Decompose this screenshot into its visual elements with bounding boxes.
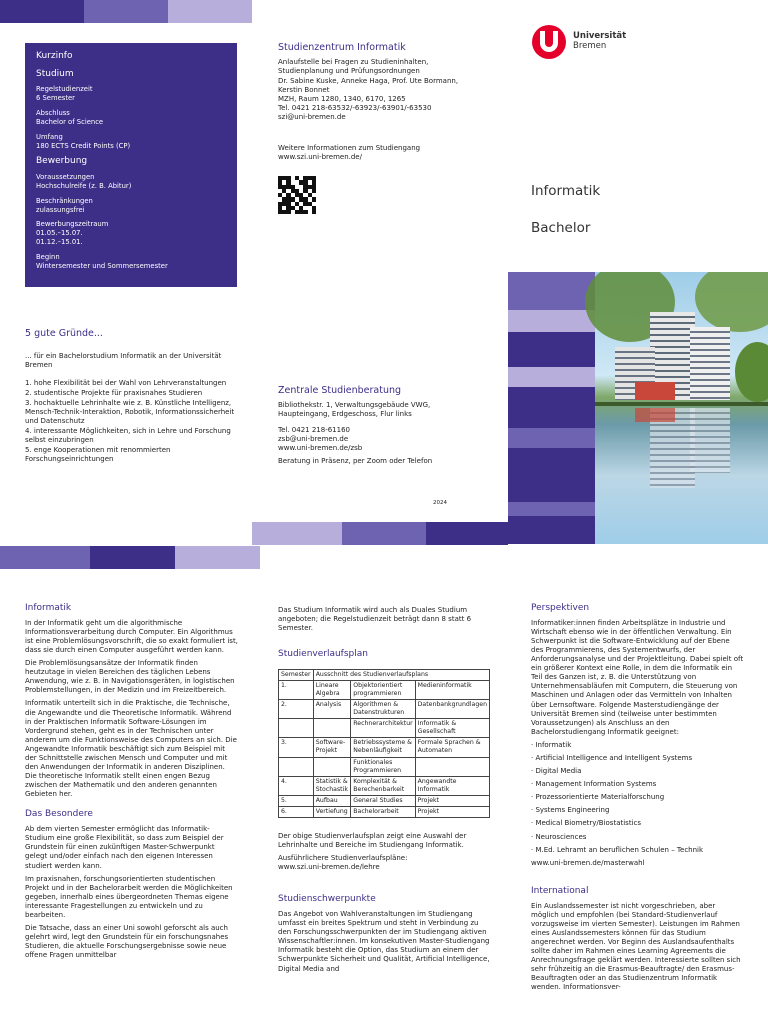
table-header-cell: Ausschnitt des Studienverlaufsplans (313, 669, 489, 680)
informatik-section (25, 603, 238, 964)
studienverlaufsplan-title: Studienverlaufsplan (278, 649, 368, 660)
studienverlaufsplan-note: Der obige Studienverlaufsplan zeigt eine Auswahl der Lehrinhalte und Bereiche im Studiengang Informatik. (278, 831, 467, 849)
stripe (508, 367, 595, 387)
mid-bar-1 (252, 522, 342, 545)
list-item: · Digital Media (531, 767, 582, 776)
umfang: Umfang 180 ECTS Credit Points (CP) (36, 132, 131, 150)
zsb-title: Zentrale Studienberatung (278, 385, 402, 396)
studienverlaufsplan-link[interactable]: Ausführlichere Studienverlaufspläne: www.szi.uni-bremen.de/lehre (278, 854, 408, 872)
table-row: 5. Aufbau General Studies Projekt (279, 795, 490, 806)
table-row: 4. Statistik & Stochastik Komplexität & Berechenbarkeit Angewandte Informatik (279, 776, 490, 795)
stripe (508, 272, 595, 310)
cover-subtitle: Bachelor (531, 220, 591, 236)
perspektiven-title: Perspektiven (531, 603, 590, 613)
list-item: 5. enge Kooperationen mit renommierten Forschungseinrichtungen (25, 446, 171, 464)
logo-line-1: Universität (573, 31, 627, 42)
page2-bar-2 (90, 546, 175, 569)
gruende-title: 5 gute Gründe... (25, 328, 103, 339)
zsb-text: Bibliothekstr. 1, Verwaltungsgebäude VWG, Haupteingang, Erdgeschoss, Flur links (278, 401, 431, 419)
logo-line-2: Bremen (573, 41, 607, 51)
building-photo (595, 272, 768, 544)
szi-weitere: Weitere Informationen zum Studiengang www.szi.uni-bremen.de/ (278, 144, 421, 162)
perspektiven-section (531, 603, 744, 996)
studienverlaufsplan-table (278, 669, 490, 818)
informatik-p1: In der Informatik geht um die algorithmische Informationsverarbeitung durch Computer. Ein Algorithmus ist eine Problemlösungsvorschrift, die so exakt formuliert ist, dass sie durch einen Computer ausgeführt werden kann. (25, 618, 238, 654)
szi-title: Studienzentrum Informatik (278, 42, 406, 53)
list-item: · M.Ed. Lehramt an beruflichen Schulen – Technik (531, 845, 704, 854)
list-item: · Systems Engineering (531, 806, 610, 815)
uni-bremen-logo (531, 24, 626, 60)
besondere-p2: Im praxisnahen, forschungsorientierten studentischen Projekt und in der Bachelorarbeit werden die Möglichkeiten gegeben, innerhalb eines übergeordneten Themas eigene interessante Fragestellungen zu entwickeln und zu bearbeiten. (25, 874, 233, 919)
table-header-cell: Semester (279, 669, 314, 680)
informatik-title: Informatik (25, 603, 72, 613)
page2-bar-3 (175, 546, 260, 569)
list-item: 4. interessante Möglichkeiten, sich in Lehre und Forschung selbst einzubringen (25, 427, 231, 445)
cover-title: Informatik (531, 183, 601, 199)
table-row: 1. Lineare Algebra Objektorientiert programmieren Medieninformatik (279, 681, 490, 700)
table-row: 3. Software-Projekt Betriebssysteme & Nebenläufigkeit Formale Sprachen & Automaten (279, 738, 490, 757)
table-row: 6. Vertiefung Bachelorarbeit Projekt (279, 806, 490, 817)
szi-section (278, 42, 478, 214)
list-item: · Prozessorientierte Materialforschung (531, 793, 665, 802)
top-bar-3 (168, 0, 252, 23)
list-item: 2. studentische Projekte für praxisnahes Studieren (25, 388, 203, 397)
mid-bar-2 (342, 522, 426, 545)
qr-code-icon (278, 176, 316, 214)
table-row: 2. Analysis Algorithmen & Datenstrukturen Datenbankgrundlagen (279, 700, 490, 719)
bewerbungszeitraum: Bewerbungszeitraum 01.05.–15.07. 01.12.–15.01. (36, 220, 109, 246)
zsb-section (278, 385, 478, 470)
schwerpunkte-text: Das Angebot von Wahlveranstaltungen im Studiengang umfasst ein breites Spektrum und steht in Verbindung zu den Forschungsschwerpunkten der im Studiengang aktiven Wissenschaftler:innen. Im konsekutiven Master-Studiengang Informatik besteht die Option, das Studium an einem der Schwerpunkte Sicherheit und Qualität, Artificial Intelligence, Digital Media and (278, 909, 490, 973)
stripe (508, 310, 595, 332)
studium-heading: Studium (36, 68, 74, 79)
stripe (508, 428, 595, 448)
list-item: · Medical Biometry/Biostatistics (531, 819, 642, 828)
zsb-beratung: Beratung in Präsenz, per Zoom oder Telefon (278, 456, 433, 465)
voraussetzungen: Voraussetzungen Hochschulreife (z. B. Abitur) (36, 173, 132, 190)
table-row: Rechnerarchitektur Informatik & Gesellschaft (279, 719, 490, 738)
list-item: · Informatik (531, 740, 572, 749)
list-item: · Management Information Systems (531, 780, 657, 789)
besondere-title: Das Besondere (25, 809, 93, 820)
perspektiven-text: Informatiker:innen finden Arbeitsplätze in Industrie und Wirtschaft ebenso wie in der öffentlichen Verwaltung. Ein Schwerpunkt ist die Software-Entwicklung auf der Ebene des Programmierens, des Systementwurfs, der Anforderungsanalyse und der Projektleitung. Dabei spielt oft ein größerer Kontext eine Rolle, in dem die Informatik ein Teil des Ganzen ist, z. B. die Unterstützung von Unternehmensabläufen mit Computern, die Steuerung von Maschinen und Anlagen oder das Vermitteln von Inhalten über Lernsoftware. Folgende Masterstudiengänge der Universität Bremen sind (teilweise unter bestimmten Voraussetzungen) als Anschluss an den Bachelorstudiengang Informatik geeignet: (531, 618, 744, 736)
international-text: Ein Auslandssemester ist nicht vorgeschrieben, aber möglich und empfohlen (bei Standard-Studienverlauf vorzugsweise im vierten Semester). Leistungen im Rahmen eines Auslandssemesters können für das Studium angerechnet werden. Vor Beginn des Auslandsaufenthalts sollte daher im Rahmen eines Learning Agreements die Anrechnungsfrage geklärt werden. Interessierte sollten sich sehr frühzeitig an die Erasmus-Beauftragte/ den Erasmus-Beauftragten oder an das Studienzentrum Informatik wenden. Informationsver- (531, 901, 741, 992)
besondere-p1: Ab dem vierten Semester ermöglicht das Informatik-Studium eine große Flexibilität, so dass zum Beispiel der Grundstein für einen zukünftigen Master-Schwerpunkt gelegt und/oder einfach nach den eigenen Interessen studiert werden kann. (25, 825, 224, 870)
informatik-p2: Die Problemlösungsansätze der Informatik finden heutzutage in vielen Bereichen des täglichen Lebens Anwendung, wie z. B. in Navigationsgeräten, in logistischen Problemstellungen, in der Medizin und im Freizeitbereich. (25, 659, 235, 695)
table-row: Funktionales Programmieren (279, 757, 490, 776)
top-bar-2 (84, 0, 168, 23)
informatik-p3: Informatik unterteilt sich in die Praktische, die Technische, die Angewandte und die Theoretische Informatik. Während in der Praktischen Informatik Software-Lösungen im Vordergrund stehen, geht es in der Technischen unter anderem um die Funktionsweise des Computers an sich. Die Angewandte Informatik beschäftigt sich zum Beispiel mit der Schnittstelle zwischen Mensch und Computer und mit den Anwendungen der Informatik in anderen Disziplinen. Die theoretische Informatik stellt einen engen Bezug zwischen der Mathematik und den anderen genannten Gebieten her. (25, 699, 237, 799)
master-list (531, 741, 744, 855)
list-item: 3. hochaktuelle Lehrinhalte wie z. B. Künstliche Intelligenz, Mensch-Technik-Interaktion, Robotik, Informationssicherheit und Datenschutz (25, 398, 235, 425)
table-header-row (279, 669, 490, 680)
masterwahl-link[interactable]: www.uni-bremen.de/masterwahl (531, 858, 645, 867)
stripe (508, 502, 595, 516)
beginn: Beginn Wintersemester und Sommersemester (36, 252, 168, 270)
zsb-contact: Tel. 0421 218-61160 zsb@uni-bremen.de www.uni-bremen.de/zsb (278, 425, 363, 452)
kurzinfo-box (25, 43, 237, 287)
logo-mark-icon (531, 24, 567, 60)
list-item: · Neurosciences (531, 832, 587, 841)
regelstudienzeit: Regelstudienzeit 6 Semester (36, 85, 93, 103)
mid-bar-3 (426, 522, 508, 545)
page2-bar-1 (0, 546, 90, 569)
schwerpunkte-title: Studienschwerpunkte (278, 894, 376, 905)
top-bar-1 (0, 0, 84, 23)
gruende-section (25, 328, 240, 465)
gruende-list (25, 379, 240, 465)
list-item: · Artificial Intelligence and Intelligent Systems (531, 754, 693, 762)
list-item: 1. hohe Flexibilität bei der Wahl von Lehrveranstaltungen (25, 378, 227, 387)
gruende-intro: ... für ein Bachelorstudium Informatik an der Universität Bremen (25, 352, 222, 370)
international-title: International (531, 885, 589, 896)
beschraenkungen: Beschränkungen zulassungsfrei (36, 196, 93, 214)
abschluss: Abschluss Bachelor of Science (36, 109, 104, 126)
kurzinfo-title: Kurzinfo (36, 51, 73, 61)
szi-text: Anlaufstelle bei Fragen zu Studieninhalten, Studienplanung und Prüfungsordnungen Dr. Sabine Kuske, Anneke Haga, Prof. Ute Bormann, Kerstin Bonnet MZH, Raum 1280, 1340, 6170, 1265 Tel. 0421 218-63532/-63923/-63901/-63530 szi@uni-bremen.de (278, 58, 459, 121)
studium-section (278, 606, 493, 978)
year-label: 2024 (433, 500, 447, 506)
duales-text: Das Studium Informatik wird auch als Duales Studium angeboten; die Regelstudienzeit beträgt dann 8 statt 6 Semester. (278, 606, 472, 633)
cover-image (508, 272, 768, 544)
bewerbung-heading: Bewerbung (36, 156, 88, 167)
besondere-p3: Die Tatsache, dass an einer Uni sowohl geforscht als auch gelehrt wird, legt den Grundstein für ein forschungsnahes Studieren, die aktuelle Forschungsergebnisse sowie neue offene Fragen unmittelbar (25, 924, 229, 960)
